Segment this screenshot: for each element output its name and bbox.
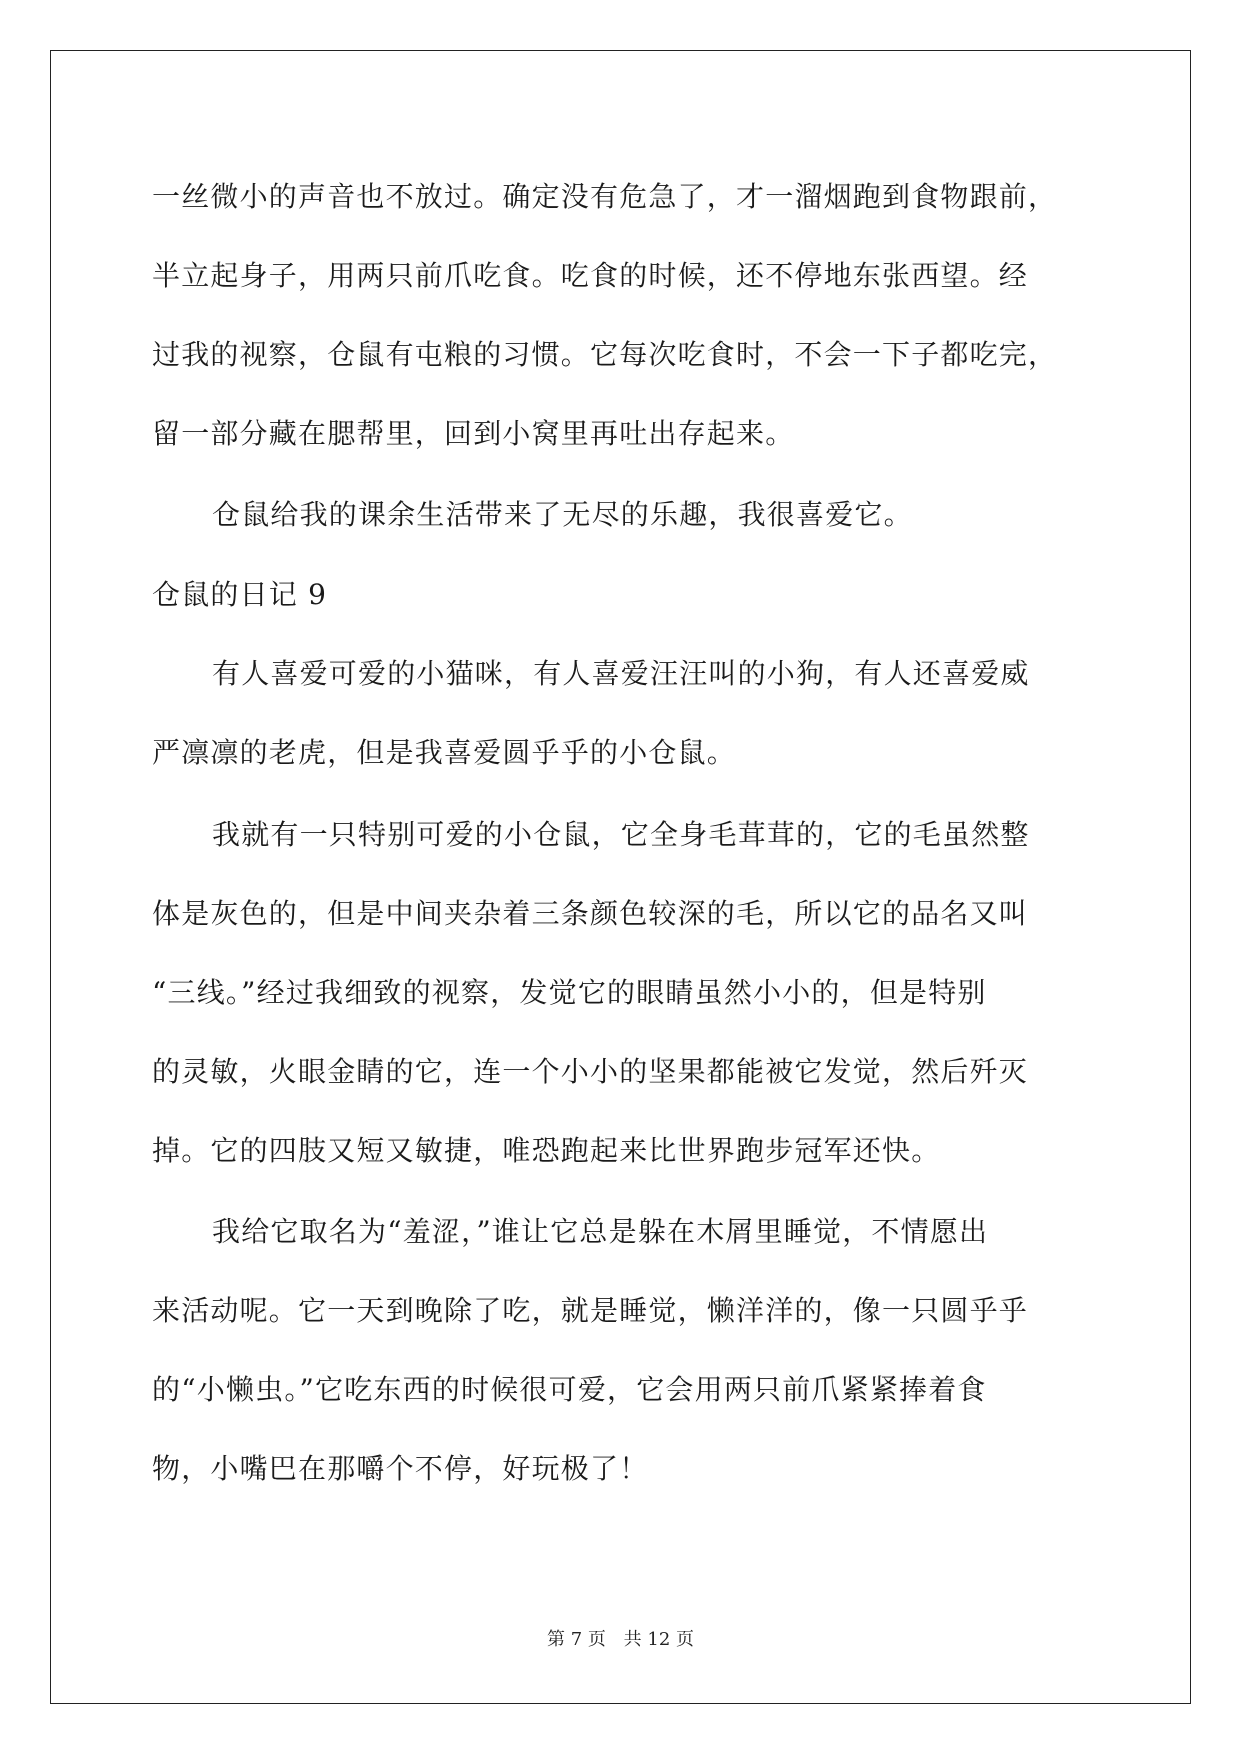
paragraph-line: 的灵敏，火眼金睛的它，连一个小小的坚果都能被它发觉，然后歼灭	[152, 1055, 1029, 1088]
paragraph-line: 有人喜爱可爱的小猫咪，有人喜爱汪汪叫的小狗，有人还喜爱威	[212, 657, 1030, 690]
paragraph-line: 掉。它的四肢又短又敏捷，唯恐跑起来比世界跑步冠军还快。	[152, 1134, 941, 1167]
page-footer	[0, 1628, 1241, 1652]
paragraph-line: “三线。”经过我细致的视察，发觉它的眼睛虽然小小的，但是特别	[152, 976, 987, 1009]
paragraph-line: 物，小嘴巴在那嚼个不停，好玩极了！	[152, 1452, 649, 1485]
paragraph-line: 我给它取名为“羞涩，”谁让它总是躲在木屑里睡觉，不情愿出	[212, 1215, 989, 1248]
paragraph-line: 半立起身子，用两只前爪吃食。吃食的时候，还不停地东张西望。经	[152, 259, 1029, 292]
paragraph-line: 仓鼠给我的课余生活带来了无尽的乐趣，我很喜爱它。	[212, 498, 913, 531]
paragraph-line: 一丝微小的声音也不放过。确定没有危急了，才一溜烟跑到食物跟前，	[152, 180, 1058, 213]
page-number: 第 7 页	[547, 1629, 606, 1650]
paragraph-line: 来活动呢。它一天到晚除了吃，就是睡觉，懒洋洋的，像一只圆乎乎	[152, 1294, 1029, 1327]
paragraph-line: 体是灰色的，但是中间夹杂着三条颜色较深的毛，所以它的品名又叫	[152, 897, 1029, 930]
paragraph-line: 严凛凛的老虎，但是我喜爱圆乎乎的小仓鼠。	[152, 736, 737, 769]
paragraph-line: 过我的视察，仓鼠有屯粮的习惯。它每次吃食时，不会一下子都吃完，	[152, 338, 1058, 371]
paragraph-line: 的“小懒虫。”它吃东西的时候很可爱，它会用两只前爪紧紧捧着食	[152, 1373, 987, 1406]
paragraph-line: 留一部分藏在腮帮里，回到小窝里再吐出存起来。	[152, 417, 795, 450]
page-total: 共 12 页	[623, 1629, 694, 1650]
section-heading: 仓鼠的日记 9	[152, 578, 328, 611]
paragraph-line: 我就有一只特别可爱的小仓鼠，它全身毛茸茸的，它的毛虽然整	[212, 818, 1030, 851]
